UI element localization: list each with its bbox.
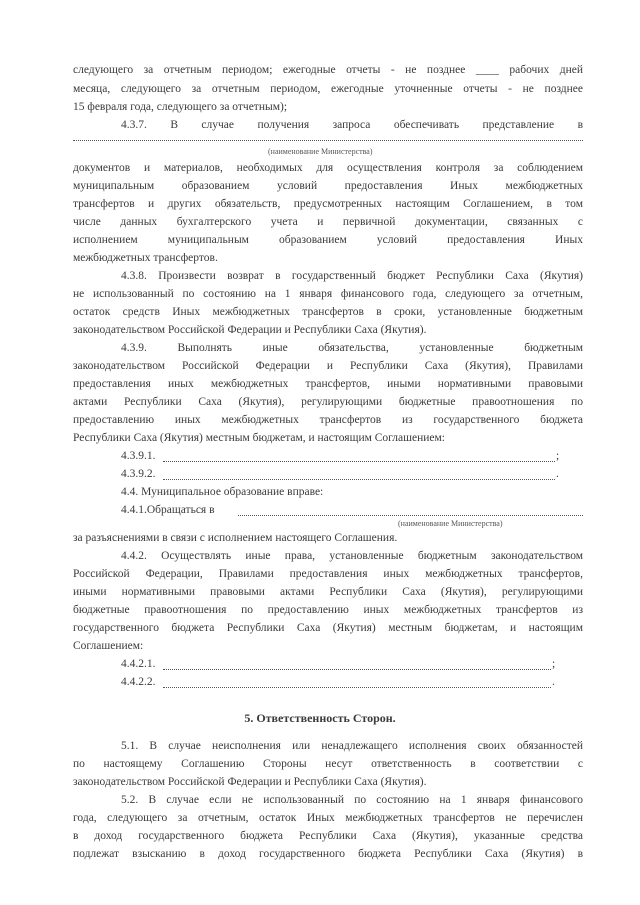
fill-in-blank [163, 479, 555, 480]
text-line: Соглашением: [73, 640, 144, 652]
text-line: предоставления иных межбюджетных трансфертов, иными нормативными правовыми [73, 378, 583, 390]
section-heading: 5. Ответственность Сторон. [244, 711, 396, 725]
clause-5-1-line: 5.1. В случае неисполнения или ненадлежащего исполнения своих обязанностей [121, 740, 583, 752]
clause-4-4-title: 4.4. Муниципальное образование вправе: [121, 486, 324, 498]
text-line: Республики Саха (Якутия) местным бюджетам, и настоящим Соглашением: [73, 432, 445, 444]
fill-in-blank [163, 461, 555, 462]
clause-5-2-line: 5.2. В случае если не использованный по состоянию на 1 января финансового [121, 794, 583, 806]
item-end: ; [552, 658, 556, 670]
item-end: . [552, 676, 555, 688]
text-line: остаток средств Иных межбюджетных трансфертов в сроки, установленные бюджетным [73, 306, 583, 318]
text-line: иными нормативными правовыми актами Республики Саха (Якутия), регулирующими [73, 586, 583, 598]
clause-4-3-7-line: 4.3.7. В случае получения запроса обеспечивать представление в [121, 119, 583, 131]
clause-4-3-9-line: 4.3.9. Выполнять иные обязательства, установленные бюджетным [121, 342, 583, 354]
text-line: в доход государственного бюджета Республики Саха (Якутия), указанные средства [73, 830, 583, 842]
text-line: года, следующего за отчетным, остаток Иных межбюджетных трансфертов не перечислен [73, 812, 583, 824]
clause-4-4-2-line: 4.4.2. Осуществлять иные права, установленные бюджетным законодательством [121, 550, 583, 562]
field-caption: (наименование Министерства) [398, 519, 503, 528]
text-line: законодательством Российской Федерации и Республики Саха (Якутия). [73, 776, 427, 788]
text-line: числе данных бухгалтерского учета и первичной документации, связанных с [73, 216, 583, 228]
item-label: 4.4.2.2. [121, 676, 156, 688]
fill-in-blank [73, 140, 583, 141]
item-label: 4.3.9.2. [121, 468, 156, 480]
text-line: муниципальным образованием условий предоставления Иных межбюджетных [73, 180, 583, 192]
text-line: за разъяснениями в связи с исполнением настоящего Соглашения. [73, 532, 398, 544]
item-end: . [556, 468, 559, 480]
text-line: 15 февраля года, следующего за отчетным); [73, 101, 288, 113]
clause-4-4-1-label: 4.4.1.Обращаться в [121, 504, 215, 516]
text-line: Российской Федерации, Правилами предоставления иных межбюджетных трансфертов, [73, 568, 583, 580]
text-line: подлежат взысканию в доход государственного бюджета Республики Саха (Якутия) в [73, 848, 583, 860]
text-line: не использованный по состоянию на 1 января финансового года, следующего за отчетным, [73, 288, 583, 300]
text-line: государственного бюджета Республики Саха (Якутия) местным бюджетам, и настоящим [73, 622, 583, 634]
fill-in-blank [163, 669, 551, 670]
item-label: 4.4.2.1. [121, 658, 156, 670]
text-line: документов и материалов, необходимых для осуществления контроля за соблюдением [73, 162, 583, 174]
text-line: трансфертов и других обязательств, предусмотренных настоящим Соглашением, в том [73, 198, 583, 210]
clause-4-3-8-line: 4.3.8. Произвести возврат в государственный бюджет Республики Саха (Якутия) [121, 270, 583, 282]
text-line: следующего за отчетным периодом; ежегодные отчеты - не позднее ____ рабочих дней [73, 64, 583, 76]
text-line: месяца, следующего за отчетным периодом, ежегодные уточненные отчеты - не позднее [73, 83, 583, 95]
text-line: законодательством Российской Федерации и Республики Саха (Якутия). [73, 324, 427, 336]
field-caption: (наименование Министерства) [268, 147, 373, 156]
text-line: актами Республики Саха (Якутия), регулирующими бюджетные правоотношения по [73, 396, 583, 408]
text-line: исполнением муниципальным образованием условий предоставления Иных [73, 234, 583, 246]
text-line: по настоящему Соглашению Стороны несут ответственность в соответствии с [73, 758, 583, 770]
text-line: бюджетные правоотношения по предоставлению иных межбюджетных трансфертов из [73, 604, 583, 616]
text-line: предоставлению иных межбюджетных трансфертов из государственного бюджета [73, 414, 583, 426]
fill-in-blank [163, 687, 551, 688]
fill-in-blank [238, 515, 583, 516]
item-label: 4.3.9.1. [121, 450, 156, 462]
text-line: законодательством Российской Федерации и Республики Саха (Якутия), Правилами [73, 360, 583, 372]
item-end: ; [556, 450, 560, 462]
text-line: межбюджетных трансфертов. [73, 252, 218, 264]
